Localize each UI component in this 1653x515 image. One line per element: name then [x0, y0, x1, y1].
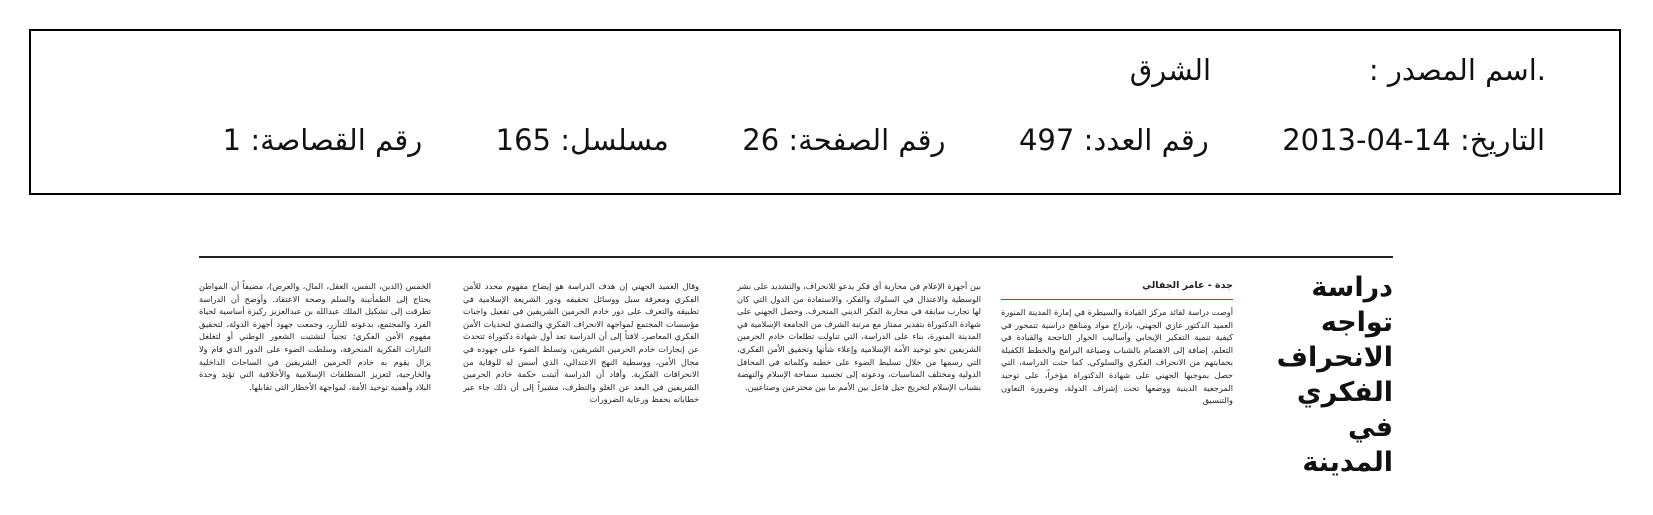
article-text: بين أجهزة الإعلام في محاربة أي فكر يدعو للانحراف، والتشديد على نشر الوسطية والاعتدال في السلوك والفكر، والاستفادة من الدول التي كان لها تجارب سابقة في محاربة الفكر الديني المنحرف. وحصل الجهني على شهادة الدكتوراة بتقدير ممتاز مع مرتبة الشرف من الجامعة الإسلامية في المدينة المنورة، بناء على الدراسة، التي تناولت تطلعات خادم الحرمين الشريفين نحو توحيد الأمة الإسلامية وإعلاء شأنها وتحقيق الأمن الفكري، التي رسمها من خلال تسليط الضوء على خطبه وكلماته في المحافل الدولية ومختلف المناسبات، ودعوته إلى تجسيد سماحة الإسلام والنهضة بشباب الإسلام لتخريج جيل فاعل بين الأمم ما بين مخترعين وصناعيين. — [737, 281, 981, 392]
issue-value: 497 — [1018, 123, 1075, 157]
article-text: الخمس (الدين، النفس، العقل، المال، والعرض)، مضيفاً أن المواطن يحتاج إلى الطمأنينة والسلم وصحة الاعتقاد. وأوضح أن الدراسة تطرقت إلى تشكيل الملك عبدالله بن عبدالعزيز ركيزة أساسية لحياة الفرد والمجتمع، بدعوته للتآزر، وجمعت جهود أجهزة الدولة، لتحقيق مفهوم الأمن الفكري؛ تجنباً لتشتيت الشعور الوطني أو لتغلغل التيارات الفكرية المنحرفة، وسلطت الضوء على الدور الذي قام ولا يزال يقوم به خادم الحرمين الشريفين في الساحات الداخلية والخارجية، لتعزيز المنطلقات الإسلامية والأخلاقية التي تؤيد وحدة البلاد وأهمية توحيد الأمة، لمواجهة الأخطار التي تقابلها. — [199, 281, 431, 392]
clip-value: 1 — [222, 123, 242, 157]
divider — [199, 256, 1393, 258]
clip-label: رقم القصاصة: — [250, 123, 423, 157]
article-headline: دراسة تواجه الانحراف الفكري في المدينة — [1276, 272, 1393, 478]
source-label: .اسم المصدر : — [1368, 53, 1546, 87]
article-column — [737, 280, 981, 498]
page-value: 26 — [742, 123, 780, 157]
clipping-metadata-box — [29, 29, 1621, 195]
newspaper-clipping — [199, 256, 1393, 510]
metadata-line — [223, 123, 1545, 157]
serial-value: 165 — [495, 123, 552, 157]
article-byline: جدة - عامر الجفالي — [1142, 280, 1233, 291]
article-text: وقال العميد الجهني إن هدف الدراسة هو إيضاح مفهوم محدد للأمن الفكري ومعرفة سبل ووسائل تحقيقه ودور الشريعة الإسلامية في تطبيقه والتعرف على دور خادم الحرمين الشريفين في تفعيل واجبات مؤسسات المجتمع لمواجهة الانحراف الفكري والتصدي لتحديات الأمن الفكري المعاصر، لافتاً إلى أن الدراسة تعد أول شهادة دكتوراة تتحدث عن إنجازات خادم الحرمين الشريفين، وتسلط الضوء على جهوده في مجال الأمن، ووسطية النهج الاعتدالي، الذي أسس له للوقاية من الانحرافات الفكرية. وأفاد أن الدراسة أثبتت حكمة خادم الحرمين الشريفين في البعد عن الغلو والتطرف، مشيراً إلى أن ذلك جاء عبر خطاباته بحفظ ورعاية الضرورات — [463, 281, 699, 405]
article-column — [463, 280, 699, 498]
article-text: أوصت دراسة لقائد مركز القيادة والسيطرة في إمارة المدينة المنورة العميد الدكتور غازي الجهني، بإدراج مواد ومناهج دراسية تتمحور في كيفية تنمية التفكير الإيجابي وأساليب الحوار الناجحة والقيادة في التعلم، إضافة إلى الاهتمام بالشباب وصياغة البرامج والخطط الكفيلة بحمايتهم من الانحراف الفكري والسلوكي. كما حثت الدراسة، التي حصل بموجبها الجهني على شهادة الدكتوراة مؤخراً، على توحيد المرجعية الدينية ووضعها تحت إشراف الدولة، وضرورة التعاون والتنسيق — [1001, 307, 1233, 406]
date-label: التاريخ: — [1459, 123, 1545, 157]
serial-label: مسلسل: — [560, 123, 669, 157]
page-label: رقم الصفحة: — [788, 123, 946, 157]
issue-label: رقم العدد: — [1083, 123, 1209, 157]
article-column — [1001, 306, 1233, 496]
source-value: الشرق — [1129, 53, 1211, 87]
date-value: 2013-04-14 — [1282, 123, 1451, 157]
divider — [1001, 299, 1233, 300]
article-column — [199, 280, 431, 498]
